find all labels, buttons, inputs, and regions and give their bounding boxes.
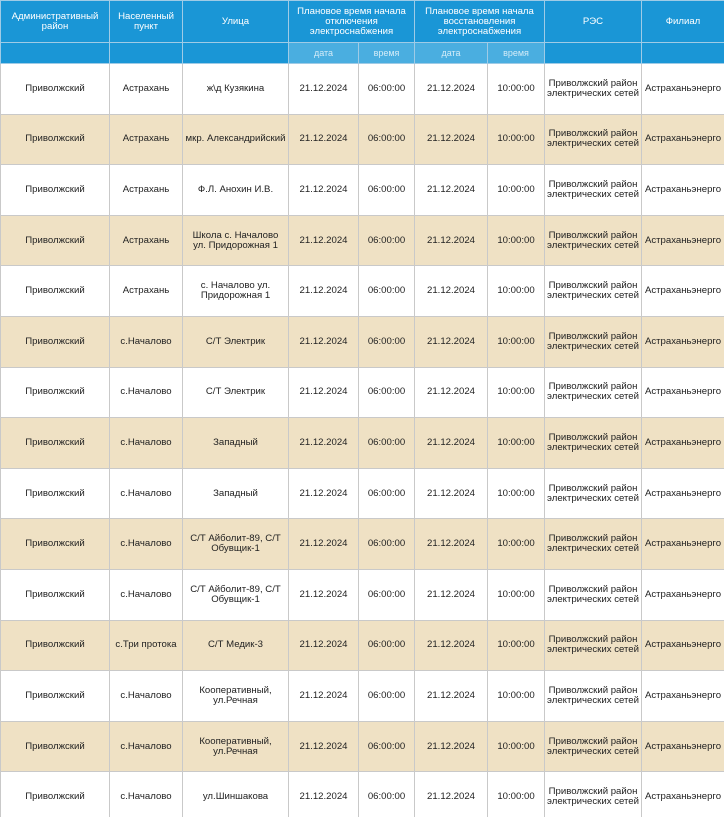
cell-off-time: 06:00:00 <box>359 519 415 570</box>
cell-on-time: 10:00:00 <box>488 266 545 317</box>
cell-street: Ф.Л. Анохин И.В. <box>183 165 289 216</box>
cell-branch: Астраханьэнерго <box>642 367 724 418</box>
cell-on-time: 10:00:00 <box>488 367 545 418</box>
cell-res: Приволжский район электрических сетей <box>545 266 642 317</box>
cell-district: Приволжский <box>1 468 110 519</box>
cell-locality: с.Началово <box>110 671 183 722</box>
cell-off-date: 21.12.2024 <box>289 772 359 817</box>
cell-street: мкр. Александрийский <box>183 114 289 165</box>
cell-off-time: 06:00:00 <box>359 468 415 519</box>
cell-off-time: 06:00:00 <box>359 165 415 216</box>
cell-branch: Астраханьэнерго <box>642 671 724 722</box>
cell-res: Приволжский район электрических сетей <box>545 569 642 620</box>
cell-branch: Астраханьэнерго <box>642 266 724 317</box>
cell-locality: с.Началово <box>110 418 183 469</box>
cell-street: Школа с. Началово ул. Придорожная 1 <box>183 215 289 266</box>
cell-branch: Астраханьэнерго <box>642 215 724 266</box>
cell-res: Приволжский район электрических сетей <box>545 64 642 115</box>
cell-on-date: 21.12.2024 <box>415 114 488 165</box>
cell-street: ж\д Кузякина <box>183 64 289 115</box>
cell-off-date: 21.12.2024 <box>289 114 359 165</box>
table-row <box>1 165 724 216</box>
cell-on-time: 10:00:00 <box>488 418 545 469</box>
cell-res: Приволжский район электрических сетей <box>545 671 642 722</box>
cell-locality: с.Три протока <box>110 620 183 671</box>
cell-on-date: 21.12.2024 <box>415 721 488 772</box>
cell-on-time: 10:00:00 <box>488 569 545 620</box>
cell-off-time: 06:00:00 <box>359 64 415 115</box>
cell-street: С/Т Электрик <box>183 367 289 418</box>
cell-res: Приволжский район электрических сетей <box>545 468 642 519</box>
cell-district: Приволжский <box>1 772 110 817</box>
cell-res: Приволжский район электрических сетей <box>545 367 642 418</box>
cell-off-date: 21.12.2024 <box>289 215 359 266</box>
cell-branch: Астраханьэнерго <box>642 316 724 367</box>
cell-district: Приволжский <box>1 215 110 266</box>
cell-off-date: 21.12.2024 <box>289 519 359 570</box>
cell-off-date: 21.12.2024 <box>289 367 359 418</box>
cell-district: Приволжский <box>1 671 110 722</box>
cell-locality: с.Началово <box>110 468 183 519</box>
cell-off-date: 21.12.2024 <box>289 620 359 671</box>
table-row <box>1 620 724 671</box>
table-row <box>1 671 724 722</box>
cell-street: С/Т Электрик <box>183 316 289 367</box>
cell-branch: Астраханьэнерго <box>642 772 724 817</box>
cell-district: Приволжский <box>1 316 110 367</box>
cell-district: Приволжский <box>1 569 110 620</box>
table-subheader-row <box>1 43 724 64</box>
table-row <box>1 266 724 317</box>
cell-locality: с.Началово <box>110 772 183 817</box>
cell-branch: Астраханьэнерго <box>642 620 724 671</box>
cell-locality: Астрахань <box>110 64 183 115</box>
cell-branch: Астраханьэнерго <box>642 519 724 570</box>
cell-locality: с.Началово <box>110 316 183 367</box>
cell-branch: Астраханьэнерго <box>642 165 724 216</box>
cell-off-time: 06:00:00 <box>359 367 415 418</box>
table-row <box>1 316 724 367</box>
table-row <box>1 215 724 266</box>
cell-locality: с.Началово <box>110 569 183 620</box>
cell-off-date: 21.12.2024 <box>289 569 359 620</box>
table-row <box>1 721 724 772</box>
cell-off-date: 21.12.2024 <box>289 418 359 469</box>
cell-branch: Астраханьэнерго <box>642 569 724 620</box>
cell-on-date: 21.12.2024 <box>415 772 488 817</box>
cell-on-time: 10:00:00 <box>488 114 545 165</box>
cell-on-time: 10:00:00 <box>488 721 545 772</box>
cell-on-time: 10:00:00 <box>488 671 545 722</box>
subheader-on-date: дата <box>415 43 488 64</box>
cell-off-date: 21.12.2024 <box>289 64 359 115</box>
header-street: Улица <box>183 1 289 43</box>
cell-res: Приволжский район электрических сетей <box>545 114 642 165</box>
header-locality: Населенный пункт <box>110 1 183 43</box>
cell-off-time: 06:00:00 <box>359 316 415 367</box>
cell-on-date: 21.12.2024 <box>415 367 488 418</box>
cell-res: Приволжский район электрических сетей <box>545 772 642 817</box>
cell-locality: Астрахань <box>110 165 183 216</box>
cell-on-time: 10:00:00 <box>488 620 545 671</box>
table-body <box>1 64 724 817</box>
cell-on-date: 21.12.2024 <box>415 215 488 266</box>
subheader-off-time: время <box>359 43 415 64</box>
cell-off-time: 06:00:00 <box>359 772 415 817</box>
cell-off-time: 06:00:00 <box>359 620 415 671</box>
cell-res: Приволжский район электрических сетей <box>545 418 642 469</box>
cell-locality: Астрахань <box>110 215 183 266</box>
cell-branch: Астраханьэнерго <box>642 64 724 115</box>
cell-on-date: 21.12.2024 <box>415 468 488 519</box>
table-row <box>1 114 724 165</box>
cell-district: Приволжский <box>1 418 110 469</box>
cell-on-time: 10:00:00 <box>488 165 545 216</box>
table-row <box>1 64 724 115</box>
cell-street: Западный <box>183 468 289 519</box>
cell-on-date: 21.12.2024 <box>415 569 488 620</box>
table-row <box>1 418 724 469</box>
cell-street: ул.Шиншакова <box>183 772 289 817</box>
cell-branch: Астраханьэнерго <box>642 114 724 165</box>
cell-locality: Астрахань <box>110 266 183 317</box>
cell-district: Приволжский <box>1 367 110 418</box>
cell-on-time: 10:00:00 <box>488 468 545 519</box>
cell-res: Приволжский район электрических сетей <box>545 215 642 266</box>
cell-district: Приволжский <box>1 114 110 165</box>
cell-branch: Астраханьэнерго <box>642 468 724 519</box>
cell-on-time: 10:00:00 <box>488 772 545 817</box>
cell-off-date: 21.12.2024 <box>289 468 359 519</box>
cell-off-date: 21.12.2024 <box>289 316 359 367</box>
table-row <box>1 519 724 570</box>
cell-off-time: 06:00:00 <box>359 114 415 165</box>
cell-branch: Астраханьэнерго <box>642 721 724 772</box>
table-row <box>1 569 724 620</box>
cell-street: С/Т Айболит-89, С/Т Обувщик-1 <box>183 519 289 570</box>
cell-locality: Астрахань <box>110 114 183 165</box>
cell-off-date: 21.12.2024 <box>289 671 359 722</box>
subheader-off-date: дата <box>289 43 359 64</box>
cell-res: Приволжский район электрических сетей <box>545 620 642 671</box>
cell-off-time: 06:00:00 <box>359 215 415 266</box>
cell-res: Приволжский район электрических сетей <box>545 721 642 772</box>
cell-district: Приволжский <box>1 620 110 671</box>
cell-res: Приволжский район электрических сетей <box>545 165 642 216</box>
subheader-blank <box>1 43 110 64</box>
subheader-blank <box>110 43 183 64</box>
table-header-row <box>1 1 724 43</box>
cell-off-time: 06:00:00 <box>359 721 415 772</box>
cell-on-time: 10:00:00 <box>488 64 545 115</box>
cell-off-date: 21.12.2024 <box>289 721 359 772</box>
cell-res: Приволжский район электрических сетей <box>545 316 642 367</box>
cell-res: Приволжский район электрических сетей <box>545 519 642 570</box>
table-row <box>1 468 724 519</box>
header-on-time: Плановое время начала восстановления электроснабжения <box>415 1 545 43</box>
cell-off-date: 21.12.2024 <box>289 266 359 317</box>
subheader-blank <box>642 43 724 64</box>
cell-street: С/Т Медик-3 <box>183 620 289 671</box>
cell-off-date: 21.12.2024 <box>289 165 359 216</box>
cell-on-date: 21.12.2024 <box>415 519 488 570</box>
cell-on-date: 21.12.2024 <box>415 671 488 722</box>
subheader-blank <box>183 43 289 64</box>
header-res: РЭС <box>545 1 642 43</box>
cell-on-date: 21.12.2024 <box>415 64 488 115</box>
cell-on-date: 21.12.2024 <box>415 165 488 216</box>
cell-district: Приволжский <box>1 266 110 317</box>
cell-on-time: 10:00:00 <box>488 519 545 570</box>
subheader-blank <box>545 43 642 64</box>
cell-street: Кооперативный, ул.Речная <box>183 721 289 772</box>
cell-street: Западный <box>183 418 289 469</box>
cell-off-time: 06:00:00 <box>359 266 415 317</box>
cell-on-date: 21.12.2024 <box>415 418 488 469</box>
cell-locality: с.Началово <box>110 721 183 772</box>
cell-district: Приволжский <box>1 519 110 570</box>
header-branch: Филиал <box>642 1 724 43</box>
cell-street: С/Т Айболит-89, С/Т Обувщик-1 <box>183 569 289 620</box>
cell-locality: с.Началово <box>110 519 183 570</box>
table-row <box>1 772 724 817</box>
cell-street: Кооперативный, ул.Речная <box>183 671 289 722</box>
cell-branch: Астраханьэнерго <box>642 418 724 469</box>
cell-on-date: 21.12.2024 <box>415 266 488 317</box>
cell-on-time: 10:00:00 <box>488 215 545 266</box>
cell-on-time: 10:00:00 <box>488 316 545 367</box>
cell-off-time: 06:00:00 <box>359 569 415 620</box>
header-district: Административный район <box>1 1 110 43</box>
cell-district: Приволжский <box>1 165 110 216</box>
cell-street: с. Началово ул. Придорожная 1 <box>183 266 289 317</box>
cell-off-time: 06:00:00 <box>359 671 415 722</box>
subheader-on-time: время <box>488 43 545 64</box>
cell-district: Приволжский <box>1 64 110 115</box>
cell-on-date: 21.12.2024 <box>415 316 488 367</box>
cell-off-time: 06:00:00 <box>359 418 415 469</box>
header-off-time: Плановое время начала отключения электроснабжения <box>289 1 415 43</box>
table-row <box>1 367 724 418</box>
cell-district: Приволжский <box>1 721 110 772</box>
cell-on-date: 21.12.2024 <box>415 620 488 671</box>
cell-locality: с.Началово <box>110 367 183 418</box>
